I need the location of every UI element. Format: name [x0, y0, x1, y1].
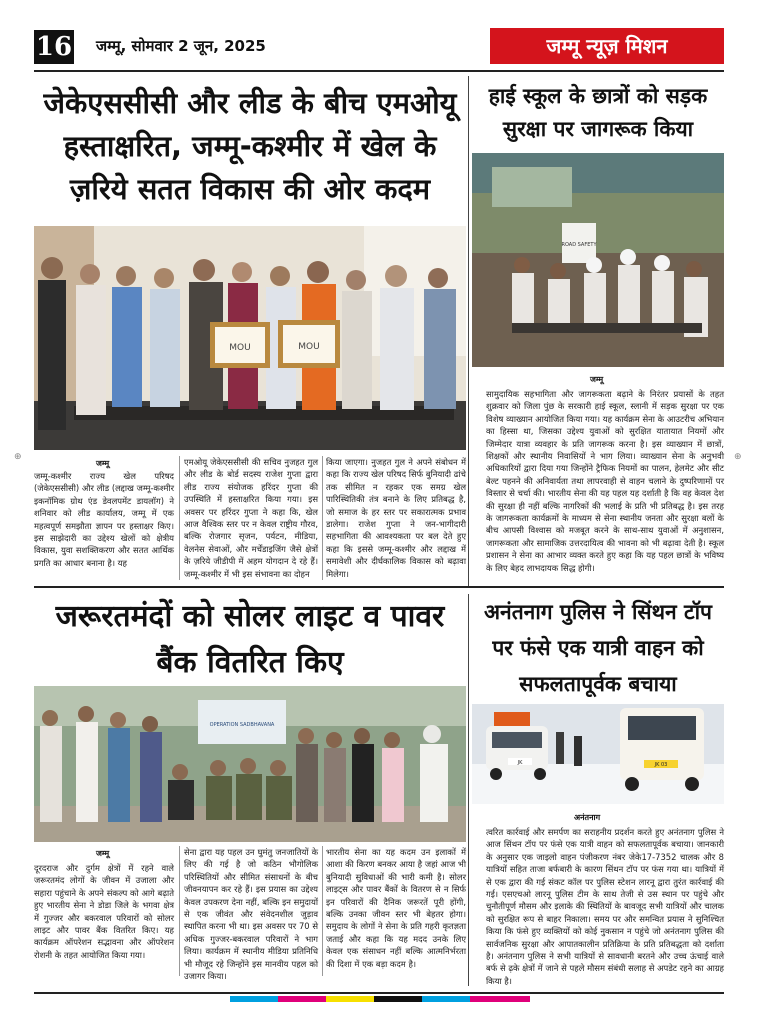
- brand-banner: जम्मू न्यूज़ मिशन: [490, 28, 724, 64]
- story3-col3: भारतीय सेना का यह कदम उन इलाकों में आशा की किरण बनकर आया है जहां आज भी बुनियादी सुविधाओं की भारी कमी है। सोलर लाइट्स और पावर बैंकों के वितरण से न सिर्फ इन परिवारों की दैनिक जरूरतें पूरी होंगी, बल्कि उनका जीवन स्तर भी बेहतर होगा। समुदाय के लोगों ने सेना के प्रति गहरी कृतज्ञता जताई और कहा कि यह मदद उनके लिए केवल एक संसाधन नहीं बल्कि आत्मनिर्भरता की दिशा में एक बड़ा कदम है।: [326, 847, 466, 969]
- page-column-separator: [468, 76, 469, 586]
- story3-caption: जम्मू: [96, 849, 110, 858]
- column-separator: [179, 456, 180, 580]
- story1-col2: एमओयू जेकेएससीसी की सचिव नुजहत गुल और लीड के बोर्ड सदस्य राजेश गुप्ता द्वारा लीड राज्य संयोजक हरिंदर गुप्ता की उपस्थिति में हस्ताक्षरित किया गया। इस अवसर पर हरिंदर गुप्ता ने कहा कि, खेल आज वैश्विक स्तर पर न केवल राष्ट्रीय गौरव, बल्कि रोजगार सृजन, पर्यटन, मीडिया, वेलनेस सेवाओं, और मर्चेंडाइजिंग जैसे क्षेत्रों के ज़रिये जीडीपी में अहम योगदान दे रहे हैं। जम्मू-कश्मीर में भी इस संभावना का दोहन: [184, 457, 318, 579]
- car2-plate: JK 03: [654, 762, 668, 768]
- story1-col1: जम्मू-कश्मीर राज्य खेल परिषद (जेकेएससीसी) और लीड (लद्दाख जम्मू-कश्मीर इकनॉमिक ग्रोथ एंड डेवलपमेंट डायलॉग) ने शनिवार को लीड कार्यालय, जम्मू में एक महत्वपूर्ण समझौता ज्ञापन पर हस्ताक्षर किए। इस साझेदारी का उद्देश्य खेलों को क्षेत्रीय विकास, युवा सशक्तिकरण और सतत आर्थिक प्रगति का आधार बनाना है। यह: [34, 471, 174, 568]
- car1-plate: JK: [517, 760, 523, 766]
- story2-caption: जम्मू: [590, 375, 604, 384]
- color-bar: [230, 996, 530, 1002]
- road-safety-board: ROAD SAFETY: [561, 242, 597, 248]
- column-separator: [179, 846, 180, 976]
- story2-body: सामुदायिक सहभागिता और जागरूकता बढ़ाने के निरंतर प्रयासों के तहत शुक्रवार को जिला पुंछ के सरकारी हाई स्कूल, स्लानी में सड़क सुरक्षा पर एक विशेष व्याख्यान आयोजित किया गया। यह कार्यक्रम सेना के आउटरीच अभियान का हिस्सा था, जिसका उद्देश्य युवाओं को सुरक्षित यातायात नियमों और जिम्मेदार यात्रा व्यवहार के प्रति जागरूक करना है। इस व्याख्यान में छात्रों, शिक्षकों और स्थानीय निवासियों ने भाग लिया। व्याख्यान सेना के अनुभवी अधिकारियों द्वारा दिया गया जिन्होंने ट्रैफिक नियमों का पालन, हेलमेट और सीट बेल्ट पहनने की अनिवार्यता तथा लापरवाही से वाहन चलाने के दुष्परिणामों पर विस्तार से चर्चा की। भारतीय सेना की यह पहल यह दर्शाती है कि वह केवल देश की सुरक्षा ही नहीं बल्कि नागरिकों की भलाई के प्रति भी प्रतिबद्ध है। इस तरह के जागरूकता कार्यक्रमों के माध्यम से सेना स्थानीय जनता और सुरक्षा बलों के बीच आपसी विश्वास को मजबूत करने के साथ-साथ युवाओं में अनुशासन, जागरूकता और सामाजिक उत्तरदायित्व की भावना को भी बढ़ावा देती है। स्कूल प्रशासन ने सेना का आभार व्यक्त करते हुए कहा कि यह पहल छात्रों के भविष्य के लिए बेहद लाभदायक सिद्ध होगी।: [486, 389, 724, 573]
- story2-photo: [472, 153, 724, 367]
- story3-photo: [34, 686, 466, 842]
- story1-photo: [34, 226, 466, 450]
- story4-photo: [472, 704, 724, 804]
- story3-col2: सेना द्वारा यह पहल उन घुमंतु जनजातियों के लिए की गई है जो कठिन भौगोलिक परिस्थितियों और सीमित संसाधनों के बीच जीवनयापन कर रहे हैं। इस प्रयास का उद्देश्य केवल उपकरण देना नहीं, बल्कि इन समुदायों से एक जीवंत और संवेदनशील जुड़ाव स्थापित करना भी था। इस अवसर पर 70 से अधिक गुज्जर-बकरवाल परिवारों ने भाग लिया। कार्यक्रम में स्थानीय मीडिया प्रतिनिधि भी मौजूद रहे जिन्होंने इस मानवीय पहल को उजागर किया।: [184, 847, 318, 982]
- story1-headline: जेकेएससीसी और लीड के बीच एमओयू हस्ताक्षरित, जम्मू-कश्मीर में खेल के ज़रिये सतत विकास की ओर कदम: [43, 86, 457, 206]
- header-rule: [34, 70, 724, 72]
- date-line: जम्मू, सोमवार 2 जून, 2025: [96, 37, 266, 55]
- story2-headline: हाई स्कूल के छात्रों को सड़क सुरक्षा पर जागरूक किया: [488, 84, 708, 141]
- story4-caption: अनंतनाग: [574, 813, 601, 822]
- registration-mark: ⊕: [14, 452, 22, 462]
- registration-mark: ⊕: [734, 452, 742, 462]
- story1-col3: किया जाएगा। नुजहत गुल ने अपने संबोधन में कहा कि राज्य खेल परिषद सिर्फ बुनियादी ढांचे तक सीमित न रहकर एक समग्र खेल पारिस्थितिकी तंत्र बनाने के लिए प्रतिबद्ध है, जो समाज के हर स्तर पर सकारात्मक प्रभाव डालेगा। राजेश गुप्ता ने जन-भागीदारी सहभागिता की आवश्यकता पर बल देते हुए कहा कि इससे जम्मू-कश्मीर और लद्दाख में समावेशी और दीर्घकालिक विकास को बढ़ावा मिलेगा।: [326, 457, 466, 579]
- story4-headline: अनंतनाग पुलिस ने सिंथन टॉप पर फंसे एक यात्री वाहन को सफलतापूर्वक बचाया: [484, 600, 712, 696]
- story3-headline: जरूरतमंदों को सोलर लाइट व पावर बैंक वितरित किए: [55, 599, 445, 680]
- page-column-separator: [468, 594, 469, 986]
- sadbhavana-banner: OPERATION SADBHAVANA: [209, 722, 275, 728]
- page-number: 16: [35, 32, 73, 62]
- section-divider: [34, 586, 724, 588]
- footer-rule: [34, 992, 724, 994]
- story3-col1: दूरदराज और दुर्गम क्षेत्रों में रहने वाले जरूरतमंद लोगों के जीवन में उजाला और सहारा पहुंचाने के अपने संकल्प को आगे बढ़ाते हुए भारतीय सेना ने डोडा जिले के भगवा क्षेत्र में गुज्जर और बकरवाल परिवारों को सोलर लाइट और पावर बैंक वितरित किए। यह कार्यक्रम ऑपरेशन सद्भावना और ऑपरेशन रोशनी के तहत आयोजित किया गया।: [34, 863, 174, 960]
- mou-sign-left: MOU: [229, 343, 251, 353]
- story4-body: त्वरित कार्रवाई और समर्पण का सराहनीय प्रदर्शन करते हुए अनंतनाग पुलिस ने आज सिंथन टॉप पर फंसे एक यात्री वाहन को सफलतापूर्वक बचाया। जानकारी के अनुसार एक जाइलो वाहन पंजीकरण नंबर जेके17-7352 चालक और 8 यात्रियों सहित ताजा बर्फबारी के कारण सिंथन टॉप पर फंस गया था। यात्रियों में से एक द्वारा की गई संकट कॉल पर पुलिस स्टेशन लारनू द्वारा तुरंत कार्रवाई की गई। एसएचओ लारनू पुलिस टीम के साथ तेजी से उस स्थान पर पहुंचे और चुनौतीपूर्ण मौसम और इलाके की स्थितियों के बावजूद सभी यात्रियों और चालक को सुरक्षित रूप से बाहर निकाला। समय पर और समन्वित प्रयास ने सुनिश्चित किया कि फंसे हुए व्यक्तियों को कोई नुकसान न पहुंचे जो अनंतनाग पुलिस की सार्वजनिक सुरक्षा और आपातकालीन प्रतिक्रिया के प्रति प्रतिबद्धता को दर्शाता है। अनंतनाग पुलिस ने सभी यात्रियों से सावधानी बरतने और उच्च ऊंचाई वाले बर्फ से ढ़के क्षेत्रों में जाने से पहले मौसम संबंधी सलाह से अपडेट रहने का आग्रह किया है।: [486, 827, 724, 986]
- story1-caption: जम्मू: [96, 459, 110, 468]
- column-separator: [322, 456, 323, 580]
- column-separator: [322, 846, 323, 976]
- mou-sign-right: MOU: [298, 342, 320, 352]
